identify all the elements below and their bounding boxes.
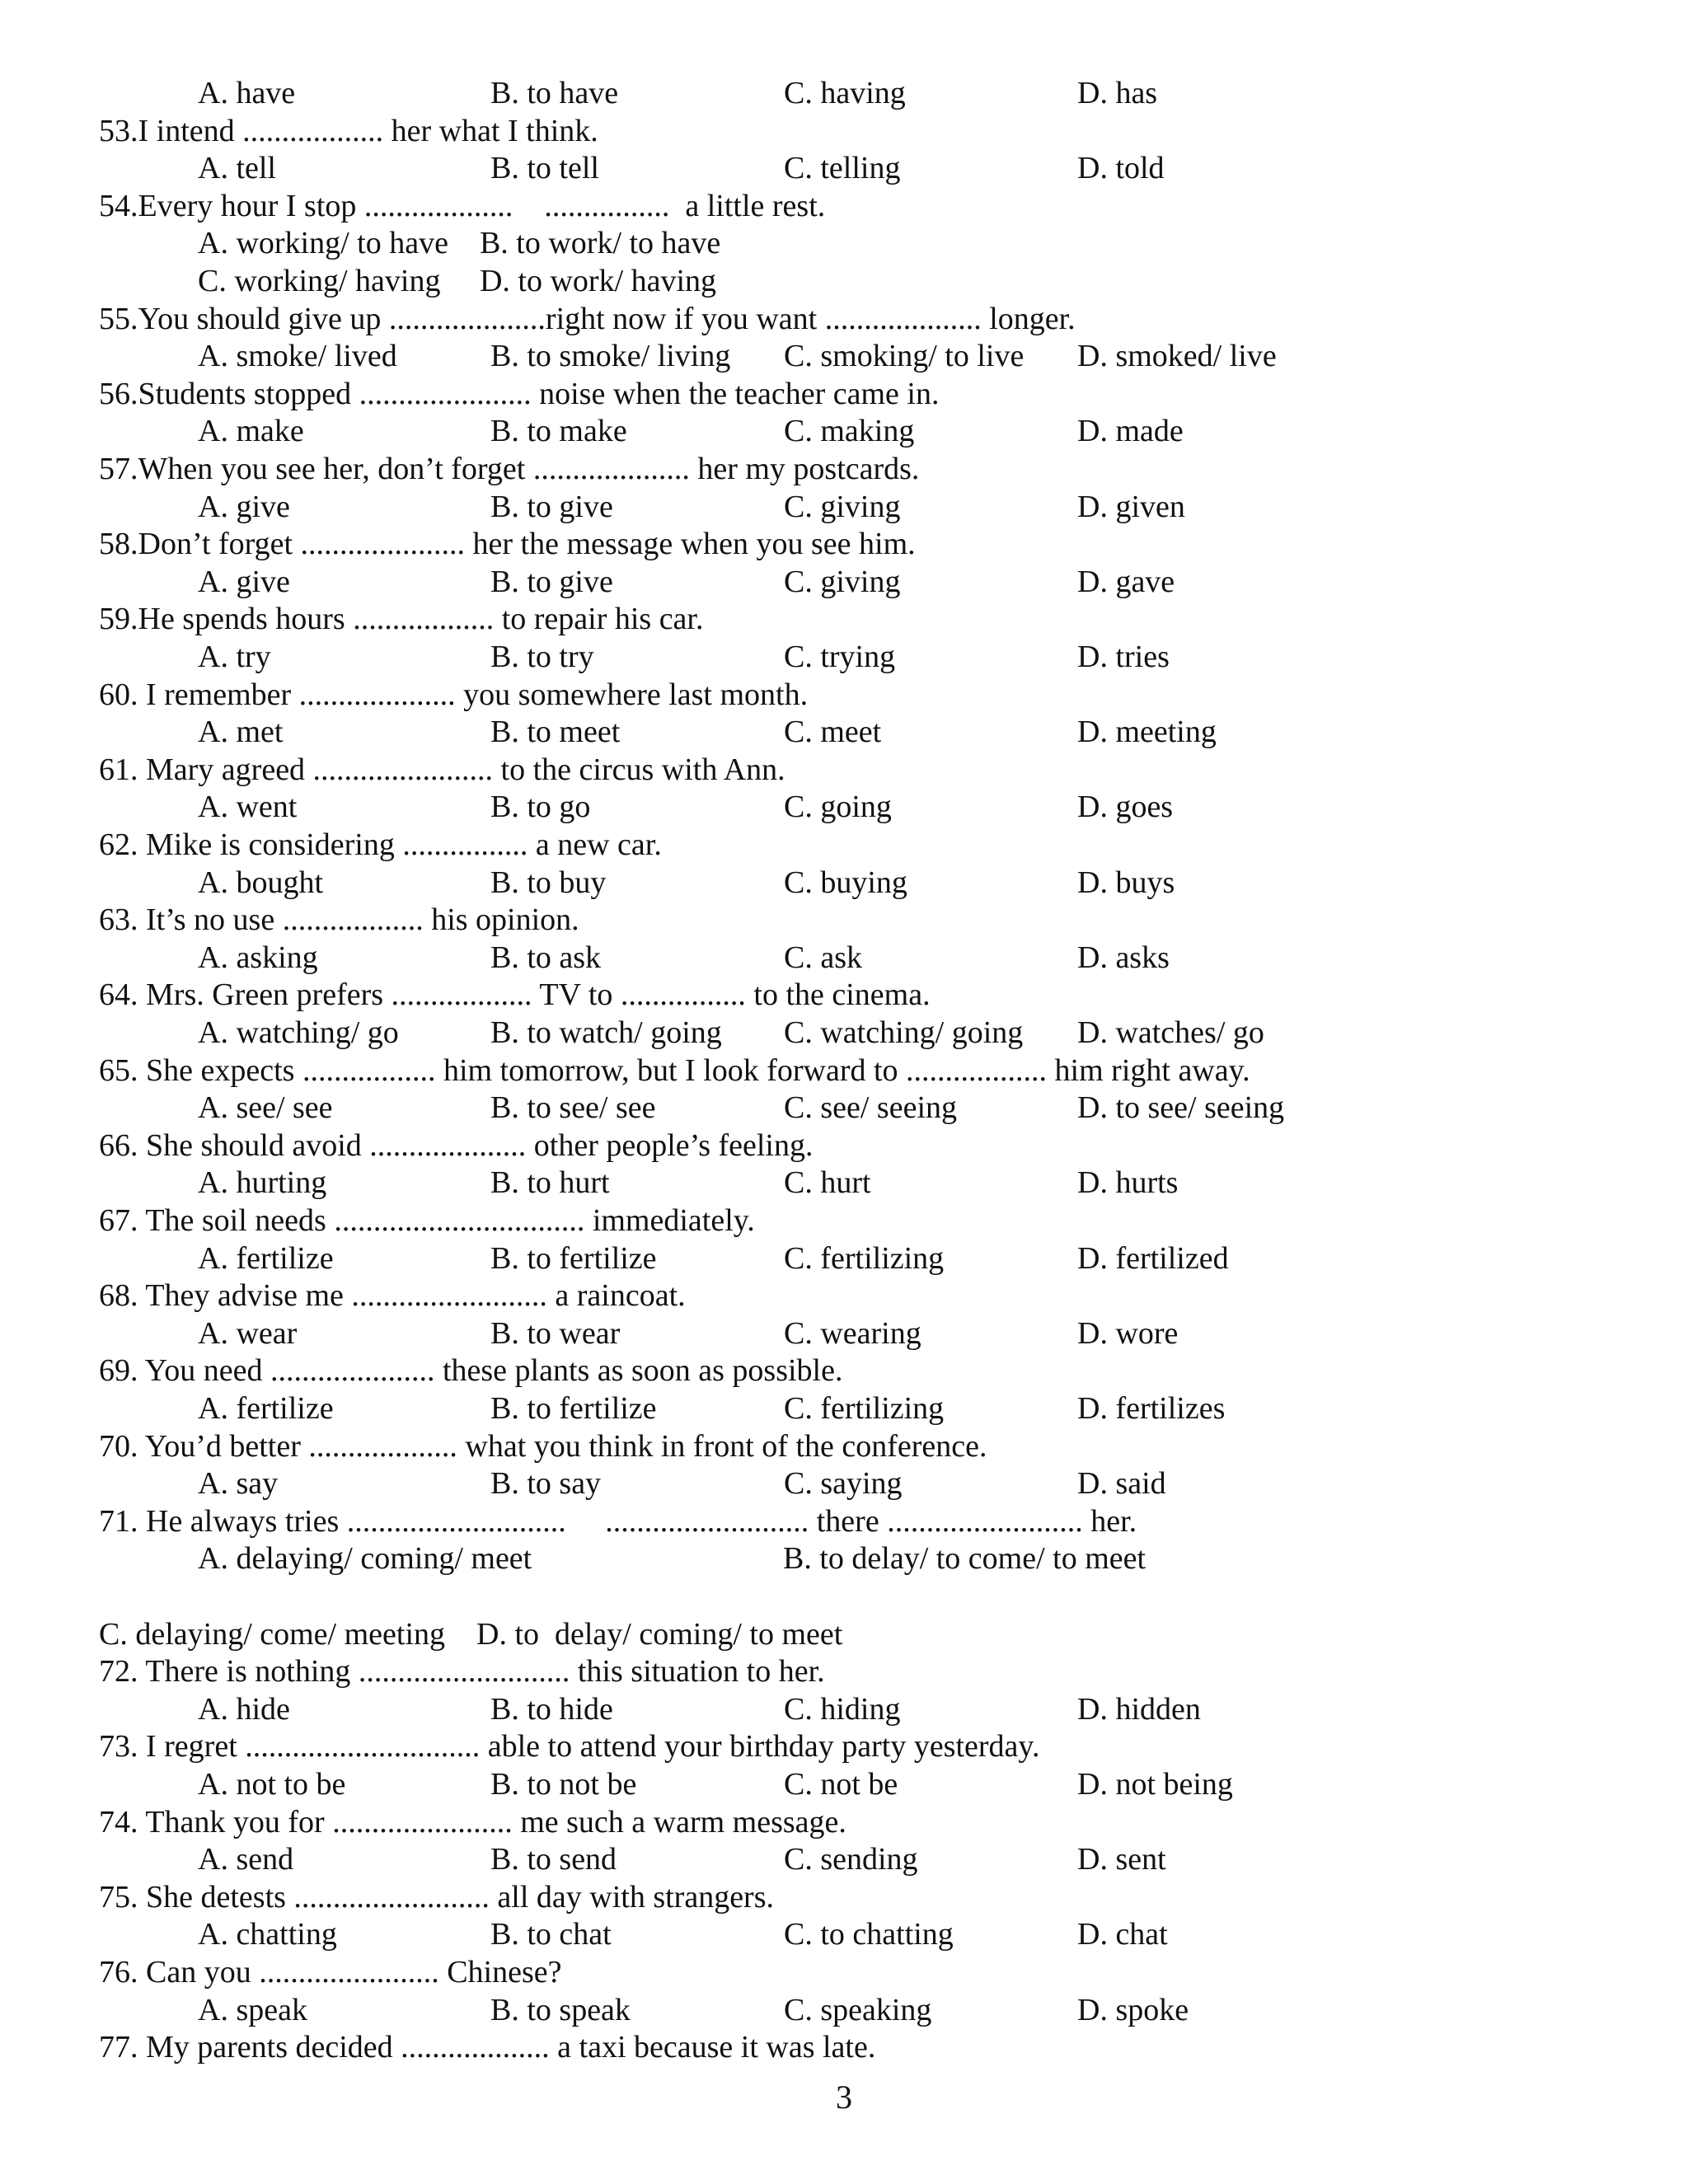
answer-option: D. watches/ go xyxy=(1077,1015,1264,1050)
answer-option: A. give xyxy=(198,489,290,524)
answer-options-row xyxy=(0,1089,1688,1127)
question-line xyxy=(0,1502,1688,1540)
answer-option: C. fertilizing xyxy=(784,1391,945,1426)
question-text: 74. Thank you for ....................... me such a warm message. xyxy=(99,1804,846,1840)
answer-options-row xyxy=(0,1915,1688,1953)
question-text: 73. I regret .............................. able to attend your birthday party yesterday. xyxy=(99,1729,1040,1765)
question-text: 77. My parents decided ................... a taxi because it was late. xyxy=(99,2030,876,2065)
answer-option: C. to chatting xyxy=(784,1917,954,1952)
answer-options-text: A. working/ to have B. to work/ to have xyxy=(198,226,721,261)
answer-option: A. went xyxy=(198,790,298,825)
answer-option: B. to give xyxy=(490,564,613,599)
question-line xyxy=(0,375,1688,413)
answer-options-row xyxy=(0,1765,1688,1803)
question-text: 60. I remember .................... you somewhere last month. xyxy=(99,677,809,712)
question-line xyxy=(0,676,1688,714)
question-text: 71. He always tries ............................ .......................... there ......................... her. xyxy=(99,1503,1137,1539)
answer-option: A. hide xyxy=(198,1691,290,1727)
answer-option: C. watching/ going xyxy=(784,1015,1024,1050)
answer-options-row xyxy=(0,1315,1688,1352)
question-line xyxy=(0,525,1688,563)
question-line xyxy=(0,901,1688,939)
question-text: 59.He spends hours .................. to repair his car. xyxy=(99,602,704,637)
blank-line xyxy=(0,1577,1688,1615)
answer-option: C. saying xyxy=(784,1466,903,1502)
question-text: 67. The soil needs ................................ immediately. xyxy=(99,1203,755,1238)
answer-option: B. to chat xyxy=(490,1917,612,1952)
answer-options-row xyxy=(0,74,1688,112)
answer-option: A. fertilize xyxy=(198,1391,334,1426)
answer-option: B. to tell xyxy=(490,151,599,186)
question-text: 58.Don’t forget ..................... her the message when you see him. xyxy=(99,527,916,562)
question-text: 57.When you see her, don’t forget .................... her my postcards. xyxy=(99,452,920,486)
question-text: 56.Students stopped ...................... noise when the teacher came in. xyxy=(99,376,940,411)
question-line xyxy=(0,1727,1688,1765)
answer-option: C. going xyxy=(784,790,892,825)
question-text: 61. Mary agreed ....................... to the circus with Ann. xyxy=(99,752,785,787)
answer-option: B. to hurt xyxy=(490,1165,610,1201)
question-line xyxy=(0,1052,1688,1090)
answer-option: D. fertilized xyxy=(1077,1240,1229,1276)
answer-option: D. hurts xyxy=(1077,1165,1179,1201)
answer-option: A. say xyxy=(198,1466,279,1502)
answer-option: C. sending xyxy=(784,1842,918,1877)
answer-option: C. having xyxy=(784,76,906,110)
question-text: 65. She expects ................. him tomorrow, but I look forward to .................. him right away. xyxy=(99,1052,1250,1088)
answer-option: D. goes xyxy=(1077,790,1174,825)
answer-option: D. told xyxy=(1077,151,1165,186)
answer-option: A. make xyxy=(198,414,304,449)
question-line xyxy=(0,2028,1688,2066)
answer-option: B. to send xyxy=(490,1842,617,1877)
question-line xyxy=(0,600,1688,638)
answer-option: A. wear xyxy=(198,1315,298,1351)
answer-option: C. buying xyxy=(784,865,907,900)
question-text: 76. Can you ....................... Chinese? xyxy=(99,1955,562,1990)
answer-options-row xyxy=(0,1164,1688,1202)
answer-option: C. not be xyxy=(784,1767,898,1802)
answer-options-row xyxy=(0,1615,1688,1653)
answer-options-row xyxy=(0,1690,1688,1728)
question-text: 53.I intend .................. her what I think. xyxy=(99,113,598,148)
answer-option: D. wore xyxy=(1077,1315,1179,1351)
answer-option: A. met xyxy=(198,715,284,750)
question-text: 62. Mike is considering ................ a new car. xyxy=(99,827,662,862)
question-line xyxy=(0,1803,1688,1841)
answer-option: B. to have xyxy=(490,76,619,110)
answer-option: B. to delay/ to come/ to meet xyxy=(783,1541,1146,1577)
question-line xyxy=(0,112,1688,150)
question-text: 72. There is nothing ........................... this situation to her. xyxy=(99,1654,825,1690)
answer-option: C. giving xyxy=(784,489,901,524)
answer-options-row xyxy=(0,788,1688,826)
question-line xyxy=(0,450,1688,488)
answer-option: D. chat xyxy=(1077,1917,1168,1952)
answer-options-row xyxy=(0,1540,1688,1577)
answer-option: A. watching/ go xyxy=(198,1015,399,1050)
answer-option: B. to watch/ going xyxy=(490,1015,722,1050)
question-text: 70. You’d better ................... what you think in front of the conference. xyxy=(99,1428,987,1464)
answer-option: D. smoked/ live xyxy=(1077,339,1277,374)
page-number: 3 xyxy=(836,2079,852,2116)
answer-option: C. telling xyxy=(784,151,901,186)
answer-option: C. hiding xyxy=(784,1691,901,1727)
question-line xyxy=(0,1878,1688,1916)
answer-option: D. buys xyxy=(1077,865,1175,900)
answer-option: A. send xyxy=(198,1842,294,1877)
question-line xyxy=(0,976,1688,1014)
answer-option: B. to speak xyxy=(490,1992,631,2027)
answer-option: A. fertilize xyxy=(198,1240,334,1276)
answer-option: B. to say xyxy=(490,1466,602,1502)
answer-option: A. chatting xyxy=(198,1917,337,1952)
answer-option: D. hidden xyxy=(1077,1691,1201,1727)
answer-option: A. tell xyxy=(198,151,276,186)
answer-option: B. to go xyxy=(490,790,591,825)
answer-option: B. to try xyxy=(490,640,594,674)
answer-option: A. asking xyxy=(198,940,318,975)
answer-option: C. making xyxy=(784,414,915,449)
answer-option: B. to smoke/ living xyxy=(490,339,731,374)
answer-option: B. to see/ see xyxy=(490,1090,656,1126)
answer-option: A. bought xyxy=(198,865,323,900)
answer-options-row xyxy=(0,1390,1688,1427)
answer-options-row xyxy=(0,563,1688,601)
question-text: 54.Every hour I stop ................... ................ a little rest. xyxy=(99,188,826,223)
question-line xyxy=(0,826,1688,864)
answer-option: D. gave xyxy=(1077,564,1175,599)
question-text: 55.You should give up ....................right now if you want .................... longer. xyxy=(99,301,1076,336)
answer-option: B. to fertilize xyxy=(490,1240,657,1276)
question-text: 64. Mrs. Green prefers .................. TV to ................ to the cinema. xyxy=(99,977,931,1013)
question-line xyxy=(0,751,1688,789)
answer-options-row xyxy=(0,713,1688,751)
answer-option: D. asks xyxy=(1077,940,1170,975)
answer-options-row xyxy=(0,1014,1688,1052)
answer-options-row xyxy=(0,864,1688,902)
answer-options-row xyxy=(0,149,1688,187)
answer-option: B. to hide xyxy=(490,1691,613,1727)
question-line xyxy=(0,1953,1688,1991)
answer-option: C. wearing xyxy=(784,1315,921,1351)
question-text: 69. You need ..................... these plants as soon as possible. xyxy=(99,1353,843,1389)
answer-option: A. hurting xyxy=(198,1165,327,1201)
answer-option: D. spoke xyxy=(1077,1992,1189,2027)
answer-option: C. trying xyxy=(784,640,896,674)
question-text: 75. She detests ......................... all day with strangers. xyxy=(99,1879,775,1915)
answer-option: B. to make xyxy=(490,414,627,449)
question-line xyxy=(0,1652,1688,1690)
answer-option: B. to wear xyxy=(490,1315,621,1351)
question-text: 63. It’s no use .................. his opinion. xyxy=(99,902,579,938)
answer-option: D. given xyxy=(1077,489,1185,524)
answer-options-row xyxy=(0,939,1688,977)
answer-option: D. meeting xyxy=(1077,715,1217,750)
answer-option: A. give xyxy=(198,564,290,599)
answer-option: D. has xyxy=(1077,76,1158,110)
question-line xyxy=(0,1127,1688,1165)
answer-option: C. giving xyxy=(784,564,901,599)
answer-options-row xyxy=(0,337,1688,375)
answer-option: A. see/ see xyxy=(198,1090,333,1126)
answer-option: C. see/ seeing xyxy=(784,1090,958,1126)
answer-option: B. to ask xyxy=(490,940,602,975)
answer-option: A. smoke/ lived xyxy=(198,339,397,374)
answer-option: C. fertilizing xyxy=(784,1240,945,1276)
question-line xyxy=(0,1427,1688,1465)
question-text: 68. They advise me ......................... a raincoat. xyxy=(99,1278,686,1314)
question-line xyxy=(0,187,1688,225)
answer-option: A. delaying/ coming/ meet xyxy=(198,1541,532,1577)
answer-option: D. sent xyxy=(1077,1842,1166,1877)
answer-option: B. to buy xyxy=(490,865,607,900)
answer-options-row xyxy=(0,262,1688,300)
answer-option: D. tries xyxy=(1077,640,1170,674)
question-text: 66. She should avoid .................... other people’s feeling. xyxy=(99,1127,814,1163)
answer-option: D. to see/ seeing xyxy=(1077,1090,1285,1126)
answer-option: D. not being xyxy=(1077,1767,1233,1802)
answer-options-row xyxy=(0,488,1688,526)
answer-option: B. to fertilize xyxy=(490,1391,657,1426)
answer-options-text: C. delaying/ come/ meeting D. to delay/ coming/ to meet xyxy=(99,1616,843,1652)
answer-option: B. to not be xyxy=(490,1767,637,1802)
answer-option: D. made xyxy=(1077,414,1184,449)
answer-options-row xyxy=(0,224,1688,262)
answer-options-text: C. working/ having D. to work/ having xyxy=(198,264,717,298)
answer-option: C. hurt xyxy=(784,1165,871,1201)
answer-option: C. smoking/ to live xyxy=(784,339,1025,374)
answer-options-row xyxy=(0,638,1688,676)
answer-option: D. said xyxy=(1077,1466,1166,1502)
answer-option: D. fertilizes xyxy=(1077,1391,1226,1426)
question-line xyxy=(0,300,1688,338)
answer-option: C. speaking xyxy=(784,1992,932,2027)
answer-options-row xyxy=(0,1465,1688,1502)
answer-options-row xyxy=(0,1840,1688,1878)
answer-option: A. not to be xyxy=(198,1767,346,1802)
answer-options-row xyxy=(0,1240,1688,1277)
answer-option: C. meet xyxy=(784,715,882,750)
answer-option: B. to meet xyxy=(490,715,621,750)
answer-options-row xyxy=(0,412,1688,450)
question-line xyxy=(0,1352,1688,1390)
question-line xyxy=(0,1277,1688,1315)
answer-option: A. have xyxy=(198,76,296,110)
question-line xyxy=(0,1202,1688,1240)
answer-options-row xyxy=(0,1991,1688,2029)
answer-option: B. to give xyxy=(490,489,613,524)
answer-option: A. try xyxy=(198,640,271,674)
answer-option: C. ask xyxy=(784,940,862,975)
answer-option: A. speak xyxy=(198,1992,307,2027)
